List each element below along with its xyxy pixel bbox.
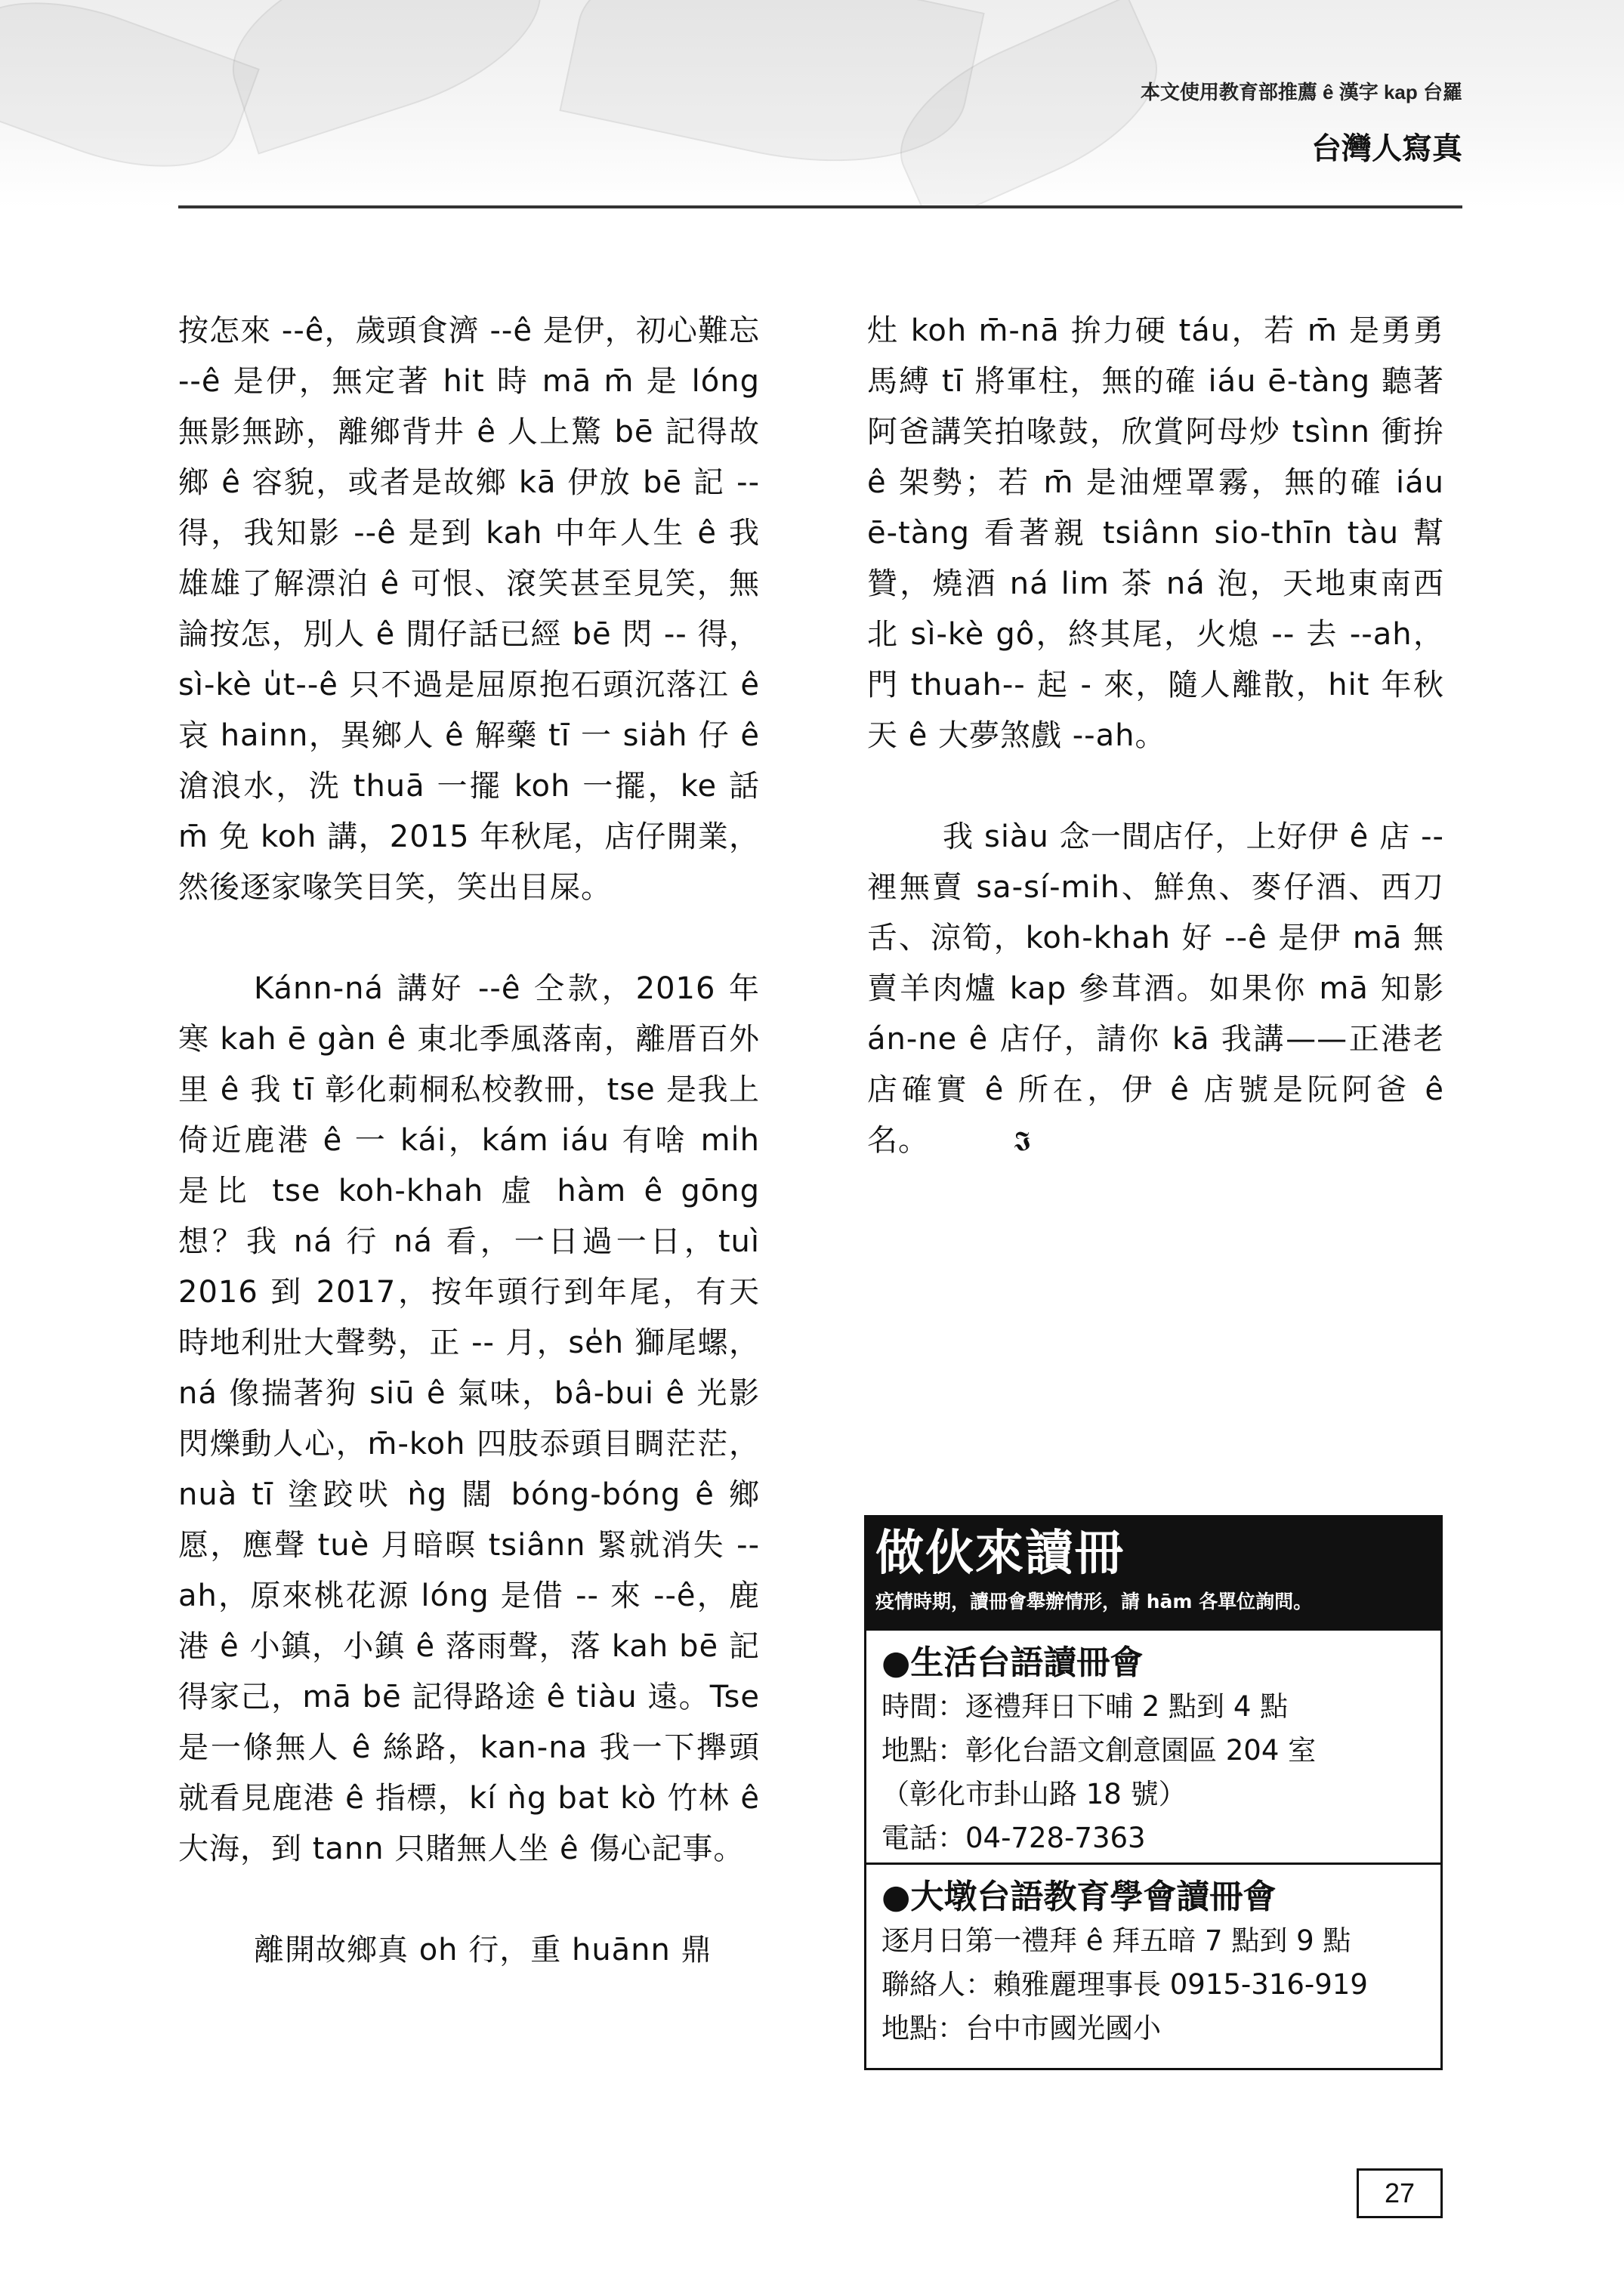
infobox-line: 時間：逐禮拜日下晡 2 點到 4 點 xyxy=(881,1690,1289,1723)
header-subtitle: 本文使用教育部推薦 ê 漢字 kap 台羅 xyxy=(1140,81,1462,103)
infobox-line: 逐月日第一禮拜 ê 拜五暗 7 點到 9 點 xyxy=(881,1924,1351,1957)
article-paragraph: 離開故鄉真 oh 行，重 huānn 鼎 xyxy=(254,1933,712,1967)
article-paragraph: 灶 koh m̄-nā 拚力硬 táu，若 m̄ 是勇勇馬縛 tī 將軍柱，無的確 iáu ē-tàng 聽著阿爸講笑拍喙鼓，欣賞阿母炒 tsìnn 衝拚 ê 架勢；若 m̄ 是油煙罩霧，無的確 iáu ē-tàng 看著親 tsiânn sio-thīn tàu 幫贊，燒酒 ná lim 茶 ná 泡，天地東南西北 sì-kè gô，終其尾，火熄 -- 去 --ah，門 thuah-- 起 - 來，隨人離散，hit 年秋天 ê 大夢煞戲 --ah。 xyxy=(867,313,1444,753)
header-divider xyxy=(178,205,1462,208)
leaf-decoration xyxy=(0,0,260,199)
infobox-notice: 疫情時期，讀冊會舉辦情形，請 hām 各單位詢問。 xyxy=(875,1591,1313,1613)
article-paragraph-text: 我 siàu 念一間店仔，上好伊 ê 店 -- 裡無賣 sa-sí-mih、鮮魚、麥仔酒、西刀舌、涼筍，koh-khah 好 --ê 是伊 mā 無賣羊肉爐 kap 參茸酒。如果你 mā 知影 án-ne ê 店仔，請你 kā 我講——正港老店確實 ê 所在，伊 ê 店號是阮阿爸 ê 名。 xyxy=(867,819,1444,1158)
infobox-line: 地點：台中市國光國小 xyxy=(881,2012,1161,2045)
page-number: 27 xyxy=(1357,2168,1443,2218)
infobox-section-heading: ●生活台語讀冊會 xyxy=(881,1643,1144,1682)
article-paragraph: Kánn-ná 講好 --ê 仝款，2016 年寒 kah ē gàn ê 東北季風落南，離厝百外里 ê 我 tī 彰化莿桐私校教冊，tse 是我上倚近鹿港 ê 一 kái，kám iáu 有啥 mi̍h 是比 tse koh-khah 虛 hàm ê gōng 想？我 ná 行 ná 看，一日過一日，tuì 2016 到 2017，按年頭行到年尾，有天時地利壯大聲勢，正 -- 月，se̍h 獅尾螺，ná 像揣著狗 siū ê 氣味，bâ-bui ê 光影閃爍動人心，m̄-koh 四肢忝頭目睭茫茫，nuà tī 塗跤吠 ǹg 闊 bóng-bóng ê 鄉愿，應聲 tuè 月暗暝 tsiânn 緊就消失 --ah，原來桃花源 lóng 是借 -- 來 --ê，鹿港 ê 小鎮，小鎮 ê 落雨聲，落 kah bē 記得家己，mā bē 記得路途 ê tiàu 遠。Tse 是一條無人 ê 絲路，kan-na 我一下攑頭就看見鹿港 ê 指標，kí ǹg bat kò 竹林 ê 大海，到 tann 只賭無人坐 ê 傷心記事。 xyxy=(178,971,760,1866)
infobox-section xyxy=(866,1631,1440,1865)
infobox-section-heading: ●大墩台語教育學會讀冊會 xyxy=(881,1878,1277,1916)
article-column-left xyxy=(178,306,760,1976)
section-title: 台灣人寫真 xyxy=(1311,131,1462,166)
leaf-decoration xyxy=(211,0,563,155)
infobox-line: （彰化市卦山路 18 號） xyxy=(881,1778,1187,1810)
infobox-line: 聯絡人：賴雅麗理事長 0915-316-919 xyxy=(881,1968,1368,2001)
infobox-section xyxy=(866,1865,1440,2051)
infobox-line: 電話：04-728-7363 xyxy=(881,1822,1146,1854)
infobox-line: 地點：彰化台語文創意園區 204 室 xyxy=(881,1734,1317,1767)
infobox-header xyxy=(866,1517,1440,1631)
end-mark-icon: 𝕴 xyxy=(1014,1126,1032,1157)
reading-club-infobox xyxy=(864,1515,1443,2070)
article-column-right xyxy=(867,306,1444,1167)
article-paragraph xyxy=(867,812,1444,1167)
infobox-title: 做伙來讀冊 xyxy=(875,1526,1125,1582)
article-paragraph: 按怎來 --ê，歲頭食濟 --ê 是伊，初心難忘 --ê 是伊，無定著 hit 時 mā m̄ 是 lóng 無影無跡，離鄉背井 ê 人上驚 bē 記得故鄉 ê 容貌，或者是故鄉 kā 伊放 bē 記 -- 得，我知影 --ê 是到 kah 中年人生 ê 我雄雄了解漂泊 ê 可恨、滾笑甚至見笑，無論按怎，別人 ê 閒仔話已經 bē 閃 -- 得，sì-kè u̍t--ê 只不過是屈原抱石頭沉落江 ê 哀 hainn，異鄉人 ê 解藥 tī 一 sia̍h 仔 ê 滄浪水，洗 thuā 一擺 koh 一擺，ke 話 m̄ 免 koh 講，2015 年秋尾，店仔開業，然後逐家喙笑目笑，笑出目屎。 xyxy=(178,313,760,905)
